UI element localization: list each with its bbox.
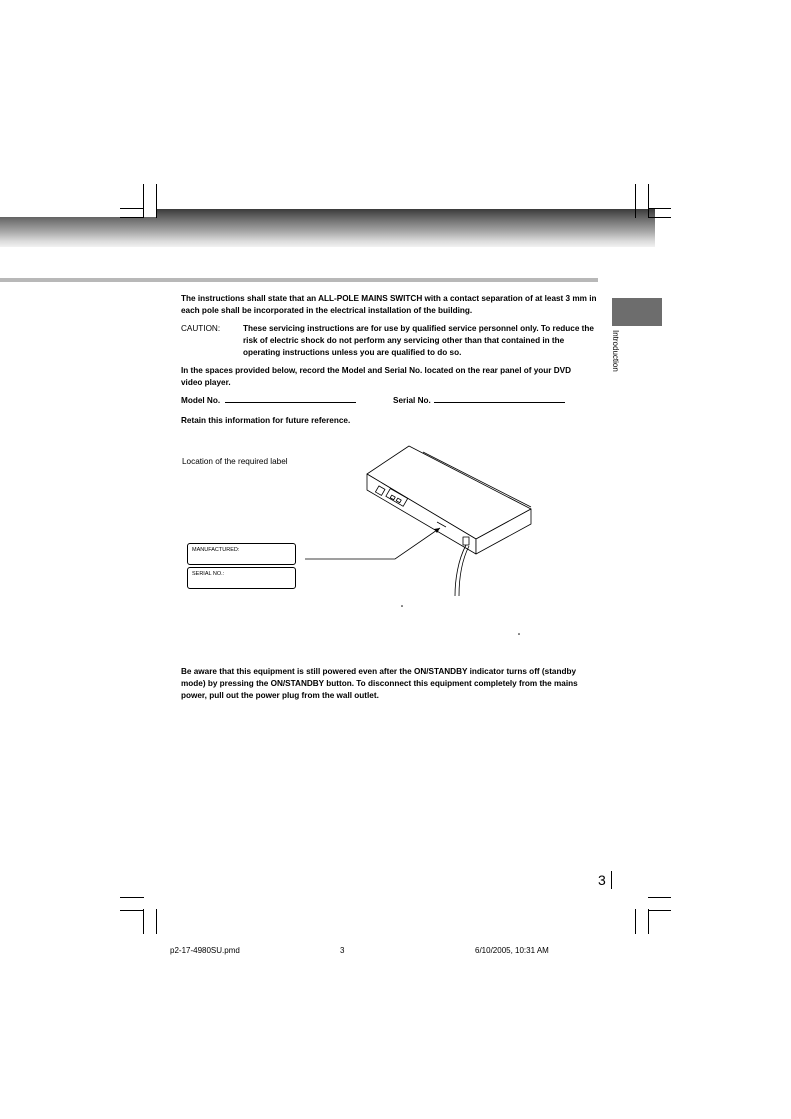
record-paragraph: In the spaces provided below, record the Model and Serial No. located on the rear panel of your DVD video player. bbox=[181, 366, 572, 387]
manufactured-label: MANUFACTURED: bbox=[192, 547, 240, 553]
section-label: Introduction bbox=[611, 330, 620, 372]
standby-paragraph: Be aware that this equipment is still powered even after the ON/STANDBY indicator turns off (standby mode) by pressing the ON/STANDBY button. To disconnect this equipment completely from the mains power, pull out the power plug from the wall outlet. bbox=[181, 667, 578, 700]
caution-paragraph: These servicing instructions are for use by qualified service personnel only. To reduce the risk of electric shock do not perform any servicing other than that contained in the operating instructions unless you are qualified to do so. bbox=[243, 324, 594, 357]
all-pole-switch-paragraph: The instructions shall state that an ALL-POLE MAINS SWITCH with a contact separation of at least 3 mm in each pole shall be incorporated in the electrical installation of the building. bbox=[181, 294, 597, 315]
model-label: Model No. bbox=[181, 396, 221, 405]
footer-page: 3 bbox=[340, 946, 345, 955]
page-number: 3 bbox=[598, 872, 606, 888]
caution-label: CAUTION: bbox=[181, 324, 221, 333]
footer-filename: p2-17-4980SU.pmd bbox=[170, 946, 240, 955]
retain-paragraph: Retain this information for future reference. bbox=[181, 416, 351, 425]
figure-caption: Location of the required label bbox=[182, 457, 288, 466]
serial-label: Serial No. bbox=[393, 396, 431, 405]
manufactured-label-box bbox=[187, 543, 296, 565]
serial-label-box bbox=[187, 567, 296, 589]
serial-no-label: SERIAL NO.: bbox=[192, 571, 225, 577]
page-number-rule bbox=[611, 871, 612, 889]
footer-timestamp: 6/10/2005, 10:31 AM bbox=[475, 946, 549, 955]
